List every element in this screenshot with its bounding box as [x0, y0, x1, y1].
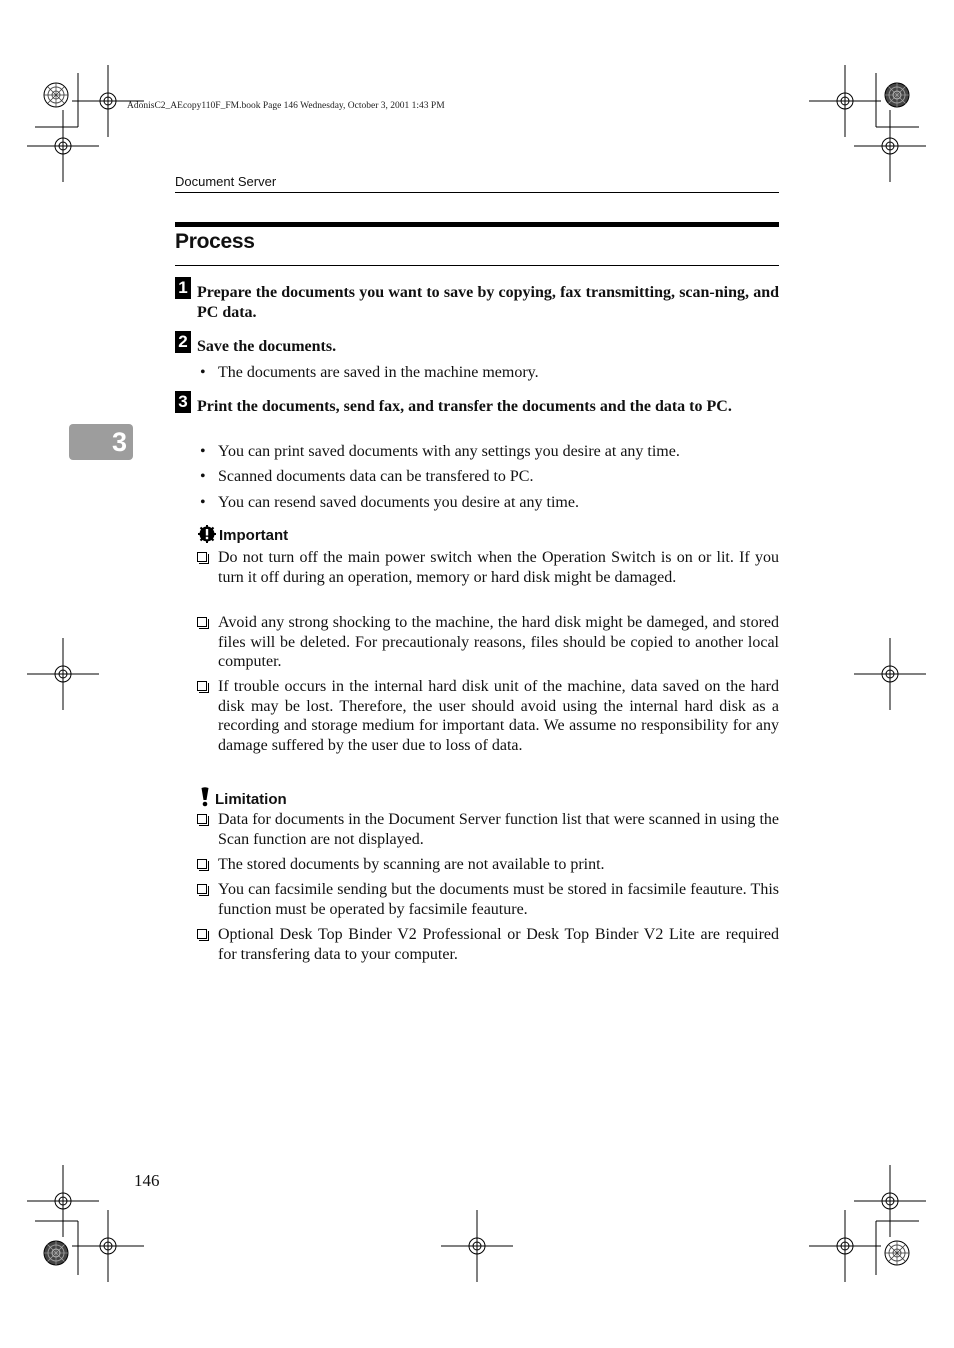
step-number-1: 1: [175, 277, 191, 299]
step-3-text: Print the documents, send fax, and transfer the documents and the data to PC.: [197, 398, 732, 415]
checkbox-icon: [197, 552, 207, 562]
book-info: AdonisC2_AEcopy110F_FM.book Page 146 Wednesday, October 3, 2001 1:43 PM: [127, 101, 445, 111]
page-number: 146: [134, 1171, 160, 1190]
limitation-item: Optional Desk Top Binder V2 Professional or Desk Top Binder V2 Lite are required for transfering data to your computer.: [197, 925, 779, 964]
limitation-item: The stored documents by scanning are not available to print.: [197, 855, 779, 875]
list-item: • You can print saved documents with any settings you desire at any time.: [200, 443, 680, 460]
step-number-3: 3: [175, 391, 191, 413]
limitation-heading: Limitation: [197, 787, 287, 813]
list-item: • The documents are saved in the machine memory.: [200, 364, 539, 381]
limitation-item: Data for documents in the Document Server function list that were scanned in using the Scan function are not displayed.: [197, 810, 779, 849]
important-item: Do not turn off the main power switch when the Operation Switch is on or lit. If you turn it off during an operation, memory or hard disk might be damaged.: [197, 548, 779, 587]
important-item: Avoid any strong shocking to the machine, the hard disk might be dameged, and stored files will be deleted. For precautionaly reasons, files should be copied to another local computer.: [197, 613, 779, 672]
important-item: If trouble occurs in the internal hard disk unit of the machine, data saved on the hard disk may be lost. Therefore, the user should avoid using the internal hard disk as a recording and storage medium for important data. We assume no responsibility for any damage suffered by the user due to loss of data.: [197, 677, 779, 755]
checkbox-icon: [197, 814, 207, 824]
important-heading: Important: [197, 525, 288, 549]
limitation-item: You can facsimile sending but the documents must be stored in facsimile feauture. This function must be operated by facsimile feauture.: [197, 880, 779, 919]
important-icon: [197, 525, 217, 549]
step-1-text: Prepare the documents you want to save by copying, fax transmitting, scan-ning, and PC data.: [197, 284, 779, 321]
step-number-2: 2: [175, 331, 191, 353]
checkbox-icon: [197, 884, 207, 894]
checkbox-icon: [197, 681, 207, 691]
header-rule: [175, 192, 779, 193]
list-item: • You can resend saved documents you desire at any time.: [200, 494, 579, 511]
title-bar: [175, 222, 779, 227]
title-rule: [175, 265, 779, 266]
checkbox-icon: [197, 859, 207, 869]
chapter-number: 3: [112, 427, 128, 457]
checkbox-icon: [197, 617, 207, 627]
checkbox-icon: [197, 929, 207, 939]
list-item: • Scanned documents data can be transfered to PC.: [200, 468, 534, 485]
section-title: Process: [175, 230, 255, 253]
running-head: Document Server: [175, 174, 277, 189]
step-2-text: Save the documents.: [197, 338, 337, 355]
